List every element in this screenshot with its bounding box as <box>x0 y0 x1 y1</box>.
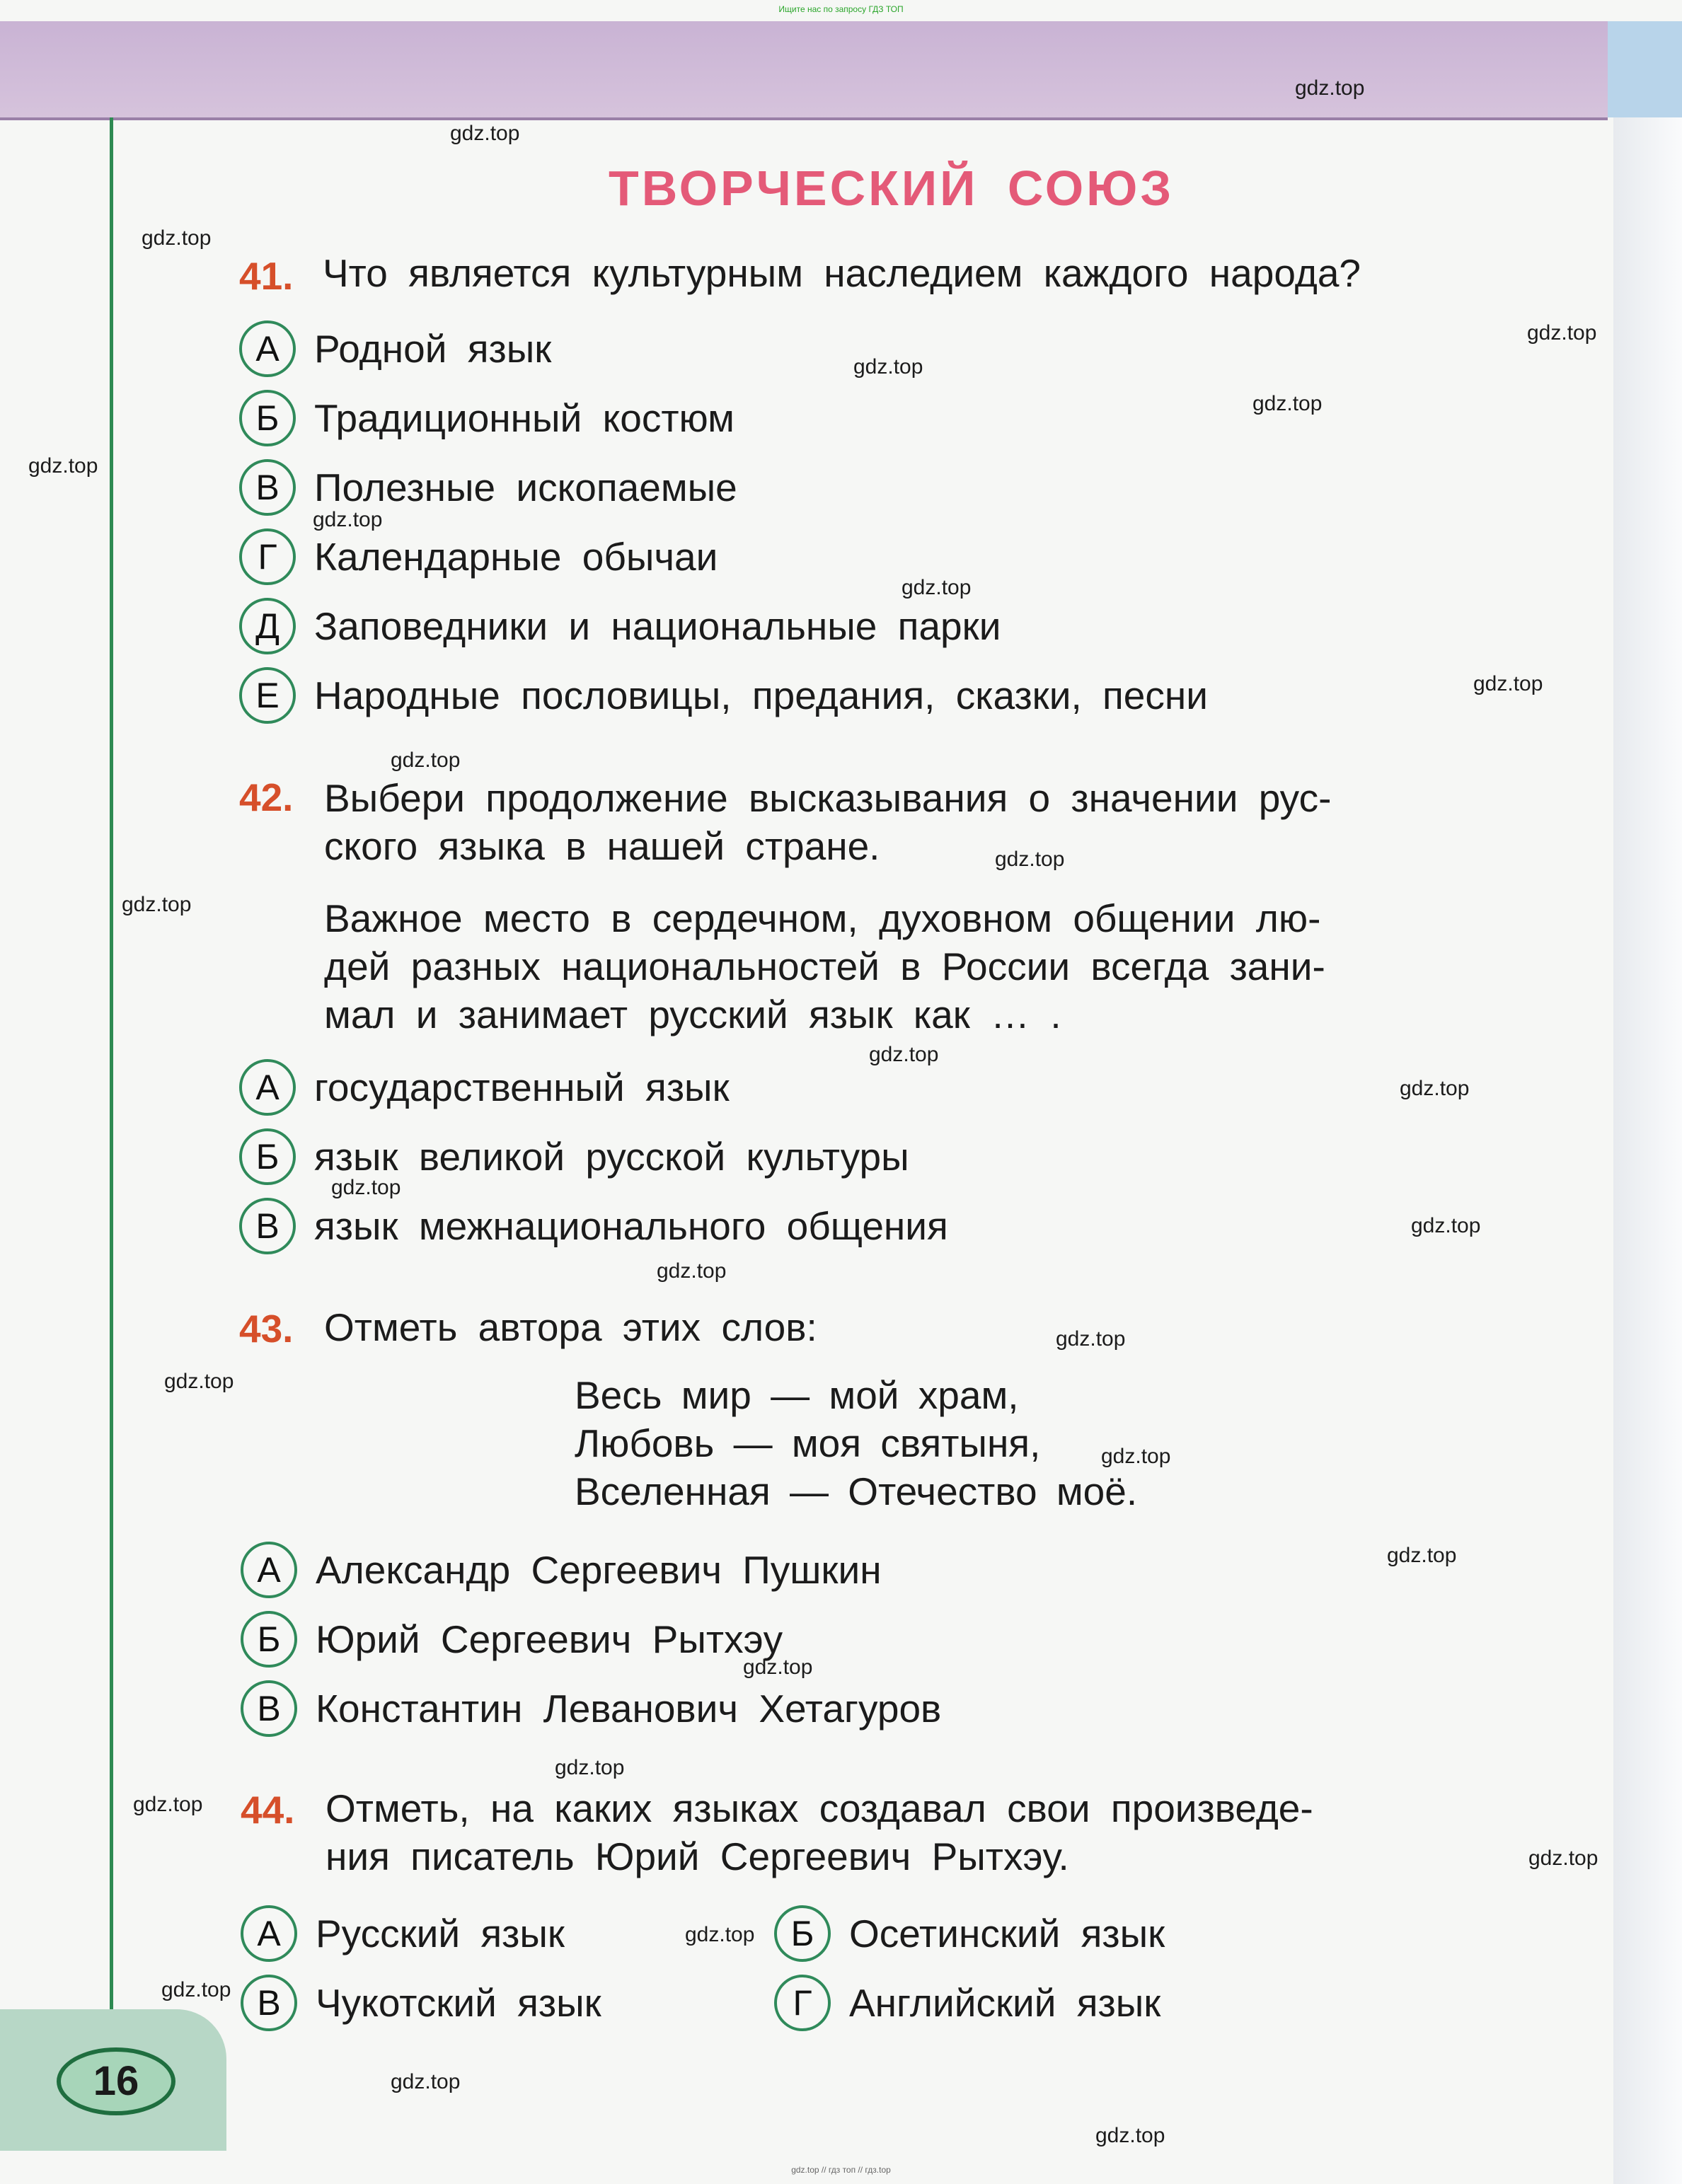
watermark: gdz.top <box>869 1043 939 1066</box>
q41-option-e[interactable] <box>239 665 1208 726</box>
page-title: ТВОРЧЕСКИЙ СОЮЗ <box>609 161 1175 216</box>
option-letter-circle[interactable]: Г <box>774 1975 831 2031</box>
quote-line-1: Важное место в сердечном, духовном общении лю- <box>324 896 1321 940</box>
option-letter-circle[interactable]: В <box>241 1680 297 1737</box>
header-note: Ищите нас по запросу ГДЗ ТОП <box>778 4 904 14</box>
poem-line-3: Вселенная — Отечество моё. <box>575 1469 1138 1513</box>
footer-note: gdz.top // гдз топ // гдз.top <box>791 2165 891 2175</box>
watermark: gdz.top <box>743 1656 813 1679</box>
q43-option-a[interactable] <box>241 1539 882 1600</box>
question-43-text: Отметь автора этих слов: <box>324 1305 817 1349</box>
option-letter-circle[interactable]: Б <box>239 1128 296 1185</box>
q41-option-b[interactable] <box>239 388 735 449</box>
watermark: gdz.top <box>902 576 972 599</box>
question-42-text <box>324 774 1331 870</box>
question-44-text <box>326 1784 1313 1880</box>
option-letter-circle[interactable]: В <box>239 1198 296 1254</box>
q43-option-v[interactable] <box>241 1678 941 1739</box>
watermark: gdz.top <box>450 122 520 145</box>
option-letter-circle[interactable]: А <box>241 1905 297 1962</box>
question-42-number: 42. <box>239 775 294 819</box>
q43-option-b[interactable] <box>241 1609 783 1670</box>
option-text: Родной язык <box>314 327 552 371</box>
watermark: gdz.top <box>391 2070 461 2093</box>
option-letter-circle[interactable]: В <box>239 459 296 516</box>
watermark: gdz.top <box>161 1978 231 2001</box>
top-banner-right <box>1608 21 1682 117</box>
poem <box>575 1371 1137 1515</box>
question-44-number: 44. <box>241 1788 295 1832</box>
option-text: Осетинский язык <box>849 1912 1165 1955</box>
option-letter-circle[interactable]: Б <box>241 1611 297 1668</box>
watermark: gdz.top <box>1528 1847 1599 1870</box>
watermark: gdz.top <box>133 1793 203 1816</box>
q41-option-a[interactable] <box>239 318 551 379</box>
page-number: 16 <box>57 2047 175 2115</box>
watermark: gdz.top <box>313 508 383 531</box>
q41-option-g[interactable] <box>239 526 718 587</box>
watermark: gdz.top <box>1527 321 1597 345</box>
option-letter-circle[interactable]: Б <box>239 390 296 446</box>
quote-line-3: мал и занимает русский язык как … . <box>324 993 1061 1036</box>
watermark: gdz.top <box>164 1370 234 1393</box>
top-banner <box>0 21 1608 120</box>
q42-option-a[interactable] <box>239 1057 730 1118</box>
watermark: gdz.top <box>657 1259 727 1283</box>
watermark: gdz.top <box>1400 1077 1470 1100</box>
option-text: Константин Леванович Хетагуров <box>316 1687 942 1731</box>
watermark: gdz.top <box>142 226 212 250</box>
watermark: gdz.top <box>1252 392 1323 415</box>
option-letter-circle[interactable]: А <box>239 320 296 377</box>
option-letter-circle[interactable]: Е <box>239 667 296 724</box>
watermark: gdz.top <box>685 1923 755 1946</box>
option-text: Александр Сергеевич Пушкин <box>316 1548 882 1592</box>
option-text: Русский язык <box>316 1912 565 1955</box>
q44-option-g[interactable] <box>774 1972 1160 2033</box>
question-41-number: 41. <box>239 254 294 298</box>
option-text: Народные пословицы, предания, сказки, песни <box>314 674 1208 717</box>
watermark: gdz.top <box>1101 1445 1171 1468</box>
watermark: gdz.top <box>122 893 192 916</box>
watermark: gdz.top <box>331 1176 401 1199</box>
option-text: язык великой русской культуры <box>314 1135 909 1179</box>
margin-line <box>110 117 113 2056</box>
option-text: Чукотский язык <box>316 1981 601 2025</box>
watermark: gdz.top <box>555 1756 625 1779</box>
watermark: gdz.top <box>28 454 98 478</box>
option-text: Календарные обычаи <box>314 535 718 579</box>
question-44-line-1: Отметь, на каких языках создавал свои произведе- <box>326 1786 1313 1830</box>
q44-option-b[interactable] <box>774 1903 1165 1964</box>
watermark: gdz.top <box>1095 2124 1165 2147</box>
q41-option-d[interactable] <box>239 596 1001 657</box>
quote-line-2: дей разных национальностей в России всегда зани- <box>324 944 1325 988</box>
option-letter-circle[interactable]: Г <box>239 528 296 585</box>
option-letter-circle[interactable]: Д <box>239 598 296 654</box>
question-42-line-2: ского языка в нашей стране. <box>324 824 880 868</box>
option-text: Юрий Сергеевич Рытхэу <box>316 1617 783 1661</box>
poem-line-2: Любовь — моя святыня, <box>575 1421 1041 1465</box>
option-letter-circle[interactable]: В <box>241 1975 297 2031</box>
option-letter-circle[interactable]: А <box>241 1542 297 1598</box>
question-42-quote <box>324 894 1325 1039</box>
watermark: gdz.top <box>1411 1214 1481 1237</box>
watermark: gdz.top <box>1056 1327 1126 1351</box>
page-fold <box>1613 117 1682 2184</box>
option-text: язык межнационального общения <box>314 1204 948 1248</box>
question-43-number: 43. <box>239 1307 294 1351</box>
question-41-text: Что является культурным наследием каждого народа? <box>323 251 1361 295</box>
question-44-line-2: ния писатель Юрий Сергеевич Рытхэу. <box>326 1835 1069 1878</box>
question-42-line-1: Выбери продолжение высказывания о значении рус- <box>324 776 1332 820</box>
watermark: gdz.top <box>853 355 923 379</box>
option-letter-circle[interactable]: Б <box>774 1905 831 1962</box>
watermark: gdz.top <box>995 848 1065 871</box>
option-text: государственный язык <box>314 1065 730 1109</box>
option-text: Заповедники и национальные парки <box>314 604 1001 648</box>
q44-option-a[interactable] <box>241 1903 565 1964</box>
option-text: Английский язык <box>849 1981 1161 2025</box>
option-text: Полезные ископаемые <box>314 466 737 509</box>
q42-option-v[interactable] <box>239 1196 948 1256</box>
watermark: gdz.top <box>391 749 461 772</box>
option-text: Традиционный костюм <box>314 396 735 440</box>
q44-option-v[interactable] <box>241 1972 601 2033</box>
option-letter-circle[interactable]: А <box>239 1059 296 1116</box>
watermark: gdz.top <box>1295 76 1365 100</box>
poem-line-1: Весь мир — мой храм, <box>575 1373 1019 1417</box>
watermark: gdz.top <box>1473 672 1543 695</box>
watermark: gdz.top <box>1387 1544 1457 1567</box>
